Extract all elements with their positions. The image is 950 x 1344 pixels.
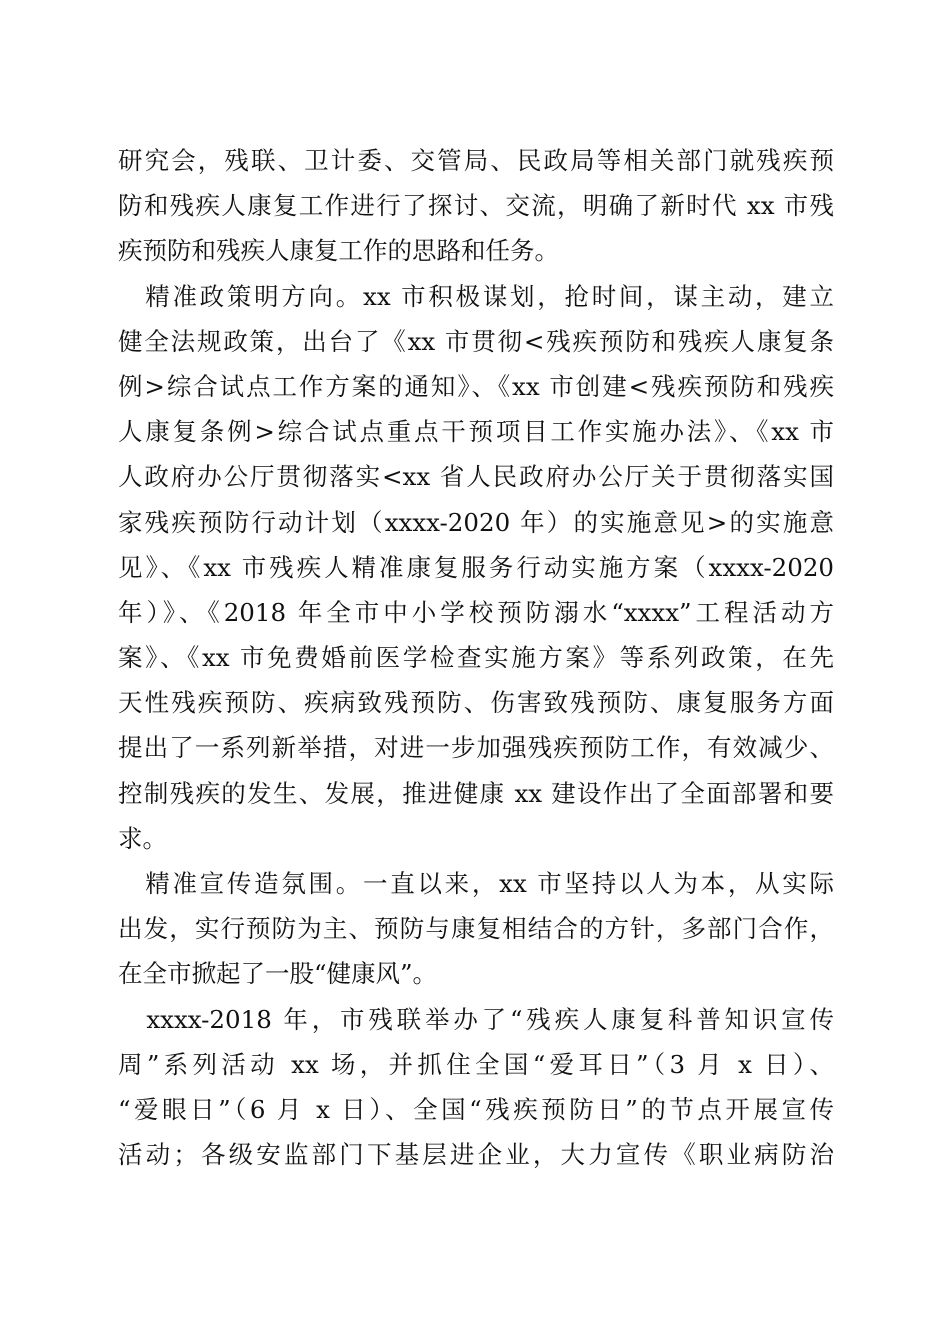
- text-line: 在全市掀起了一股“健康风”。: [118, 959, 438, 989]
- text-line: 研究会，残联、卫计委、交管局、民政局等相关部门就残疾预: [118, 146, 834, 175]
- text-line: 控制残疾的发生、发展，推进健康 xx 建设作出了全面部署和要: [118, 778, 834, 808]
- text-line: 精准政策明方向。xx 市积极谋划，抢时间，谋主动，建立: [118, 281, 834, 311]
- text-line: xxxx-2018 年，市残联举办了“残疾人康复科普知识宣传: [118, 1004, 834, 1034]
- text-line: 家残疾预防行动计划（xxxx-2020 年）的实施意见>的实施意: [118, 507, 834, 537]
- text-line: 提出了一系列新举措，对进一步加强残疾预防工作，有效减少、: [118, 733, 834, 763]
- text-line: 年）》、《2018 年全市中小学校预防溺水“xxxx”工程活动方: [118, 597, 834, 627]
- text-line: 活动；各级安监部门下基层进企业，大力宣传《职业病防治: [118, 1140, 834, 1170]
- text-line: 人政府办公厅贯彻落实<xx 省人民政府办公厅关于贯彻落实国: [118, 462, 834, 492]
- text-line: 出发，实行预防为主、预防与康复相结合的方针，多部门合作，: [118, 914, 834, 944]
- text-line: 天性残疾预防、疾病致残预防、伤害致残预防、康复服务方面: [118, 688, 834, 718]
- text-line: 精准宣传造氛围。一直以来，xx 市坚持以人为本，从实际: [118, 869, 834, 898]
- text-line: 周”系列活动 xx 场，并抓住全国“爱耳日”（3 月 x 日）、: [118, 1049, 834, 1079]
- text-line: 人康复条例>综合试点重点干预项目工作实施办法》、《xx 市: [118, 417, 834, 447]
- text-line: 见》、《xx 市残疾人精准康复服务行动实施方案（xxxx-2020: [118, 552, 834, 582]
- text-line: 例>综合试点工作方案的通知》、《xx 市创建<残疾预防和残疾: [118, 371, 834, 401]
- text-line: “爱眼日”（6 月 x 日）、全国“残疾预防日”的节点开展宣传: [118, 1094, 834, 1124]
- document-body: [118, 138, 834, 1177]
- text-line: 案》、《xx 市免费婚前医学检查实施方案》等系列政策，在先: [118, 643, 834, 673]
- text-line: 求。: [118, 823, 167, 853]
- text-line: 疾预防和残疾人康复工作的思路和任务。: [118, 236, 559, 266]
- text-line: 防和残疾人康复工作进行了探讨、交流，明确了新时代 xx 市残: [118, 191, 834, 221]
- text-line: 健全法规政策，出台了《xx 市贯彻<残疾预防和残疾人康复条: [118, 326, 834, 356]
